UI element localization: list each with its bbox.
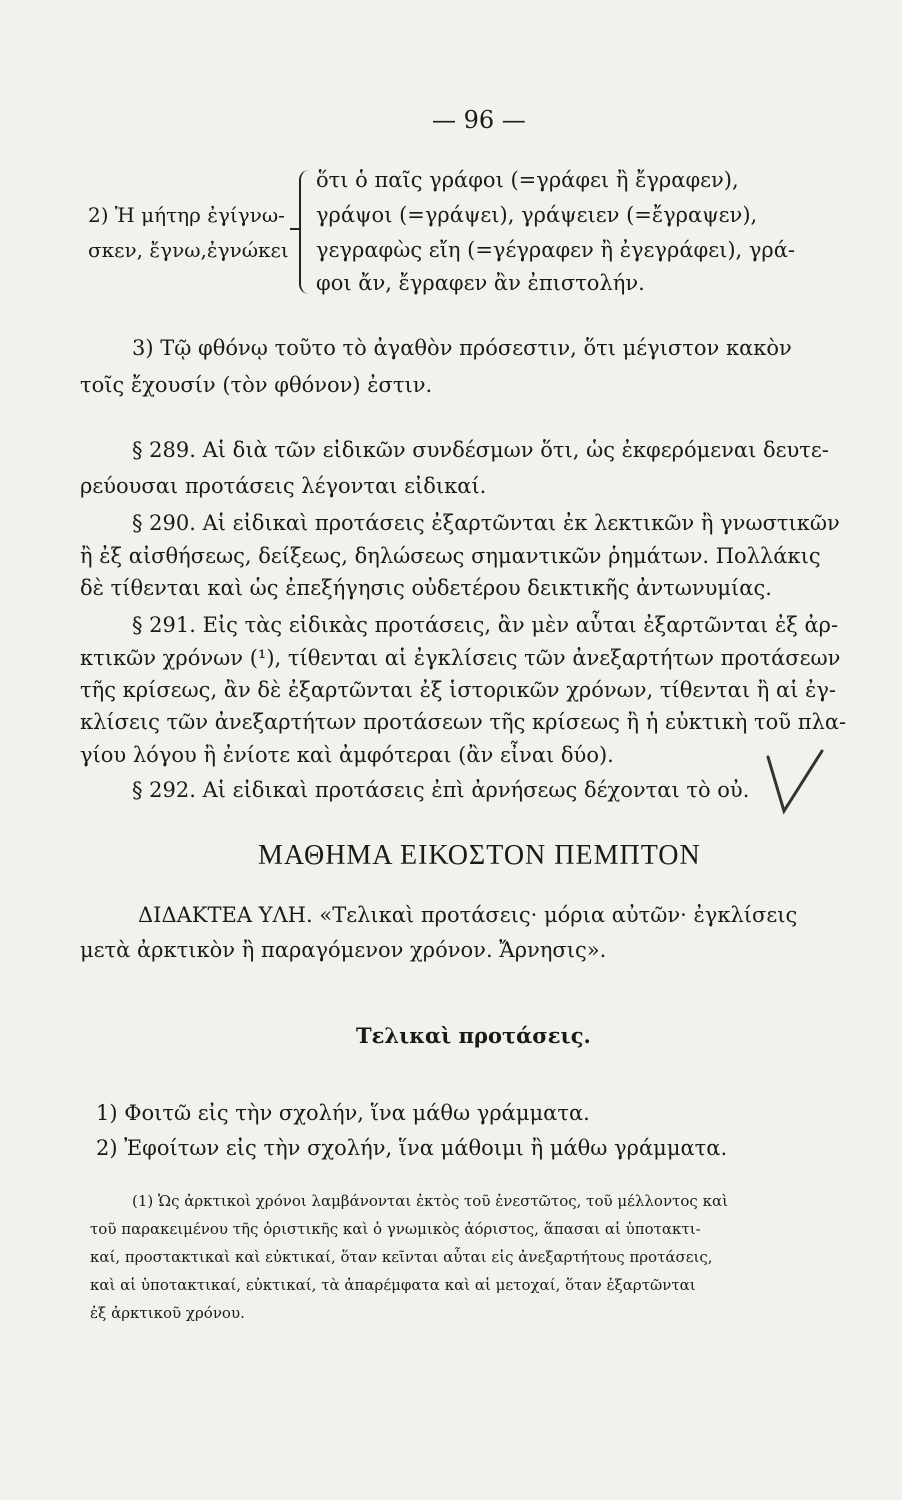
example2-line: ὅτι ὁ παῖς γράφοι (=γράφει ἢ ἔγραφεν), — [316, 168, 739, 192]
example2-line: γράψοι (=γράψει), γράψειεν (=ἔγραψεν), — [316, 203, 758, 227]
footnote-line: καὶ αἱ ὑποτακτικαί, εὐκτικαί, τὰ ἀπαρέμφατα καὶ αἱ μετοχαί, ὅταν ἐξαρτῶνται — [90, 1276, 696, 1294]
subheading: Τελικαὶ προτάσεις. — [356, 1023, 591, 1048]
page-number: — 96 — — [432, 106, 526, 134]
example2-label-line1: 2) Ἡ μήτηρ ἐγίγνω- — [88, 203, 285, 227]
example-line: 2) Ἐφοίτων εἰς τὴν σχολήν, ἵνα μάθοιμι ἢ μάθω γράμματα. — [96, 1136, 728, 1160]
example3-line: 3) Τῷ φθόνῳ τοῦτο τὸ ἀγαθὸν πρόσεστιν, ὅτι μέγιστον κακὸν — [132, 336, 792, 360]
section-290-line: ἢ ἐξ αἰσθήσεως, δείξεως, δηλώσεως σημαντικῶν ῥημάτων. Πολλάκις — [80, 544, 821, 568]
footnote-line: καί, προστακτικαὶ καὶ εὐκτικαί, ὅταν κεῖνται αὗται εἰς ἀνεξαρτήτους προτάσεις, — [90, 1248, 713, 1266]
footnote-line: ἐξ ἀρκτικοῦ χρόνου. — [90, 1304, 245, 1322]
footnote-line: τοῦ παρακειμένου τῆς ὁριστικῆς καὶ ὁ γνωμικὸς ἀόριστος, ἅπασαι αἱ ὑποτακτι- — [90, 1220, 701, 1238]
section-291-line: κλίσεις τῶν ἀνεξαρτήτων προτάσεων τῆς κρίσεως ἢ ἡ εὐκτικὴ τοῦ πλα- — [80, 710, 847, 734]
section-291-line: § 291. Εἰς τὰς εἰδικὰς προτάσεις, ἂν μὲν αὗται ἐξαρτῶνται ἐξ ἀρ- — [132, 613, 839, 637]
example-line: 1) Φοιτῶ εἰς τὴν σχολήν, ἵνα μάθω γράμματα. — [96, 1101, 590, 1125]
example2-line: φοι ἄν, ἔγραφεν ἂν ἐπιστολήν. — [316, 271, 645, 295]
didaktea-line: μετὰ ἀρκτικὸν ἢ παραγόμενον χρόνον. Ἄρνησις». — [80, 938, 607, 962]
lesson-title: ΜΑΘΗΜΑ ΕΙΚΟΣΤΟΝ ΠΕΜΠΤΟΝ — [258, 840, 701, 871]
example2-line: γεγραφὼς εἴη (=γέγραφεν ἢ ἐγεγράφει), γρά- — [316, 238, 796, 262]
section-289-line: § 289. Αἱ διὰ τῶν εἰδικῶν συνδέσμων ὅτι, ὡς ἐκφερόμεναι δευτε- — [132, 438, 829, 462]
footnote-line: (1) Ὡς ἀρκτικοὶ χρόνοι λαμβάνονται ἐκτὸς τοῦ ἐνεστῶτος, τοῦ μέλλοντος καὶ — [132, 1192, 728, 1210]
example3-line: τοῖς ἔχουσίν (τὸν φθόνον) ἐστιν. — [80, 373, 433, 397]
handwritten-check-icon — [760, 745, 840, 825]
section-292-line: § 292. Αἱ εἰδικαὶ προτάσεις ἐπὶ ἀρνήσεως δέχονται τὸ οὐ. — [132, 778, 750, 802]
brace-tip-mark — [290, 228, 300, 230]
section-290-line: § 290. Αἱ εἰδικαὶ προτάσεις ἐξαρτῶνται ἐκ λεκτικῶν ἢ γνωστικῶν — [132, 511, 840, 535]
brace-mark — [299, 170, 313, 294]
section-289-line: ρεύουσαι προτάσεις λέγονται εἰδικαί. — [80, 474, 487, 498]
section-290-line: δὲ τίθενται καὶ ὡς ἐπεξήγησις οὐδετέρου δεικτικῆς ἀντωνυμίας. — [80, 576, 772, 600]
example2-label-line2: σκεν, ἔγνω,ἐγνώκει — [88, 238, 289, 262]
section-291-line: γίου λόγου ἢ ἐνίοτε καὶ ἀμφότεραι (ἂν εἶναι δύο). — [80, 743, 614, 767]
section-291-line: τῆς κρίσεως, ἂν δὲ ἐξαρτῶνται ἐξ ἱστορικῶν χρόνων, τίθενται ἢ αἱ ἐγ- — [80, 678, 837, 702]
section-291-line: κτικῶν χρόνων (¹), τίθενται αἱ ἐγκλίσεις τῶν ἀνεξαρτήτων προτάσεων — [80, 646, 841, 670]
didaktea-line: ΔΙΔΑΚΤΕΑ ΥΛΗ. «Τελικαὶ προτάσεις· μόρια αὐτῶν· ἐγκλίσεις — [138, 903, 798, 927]
